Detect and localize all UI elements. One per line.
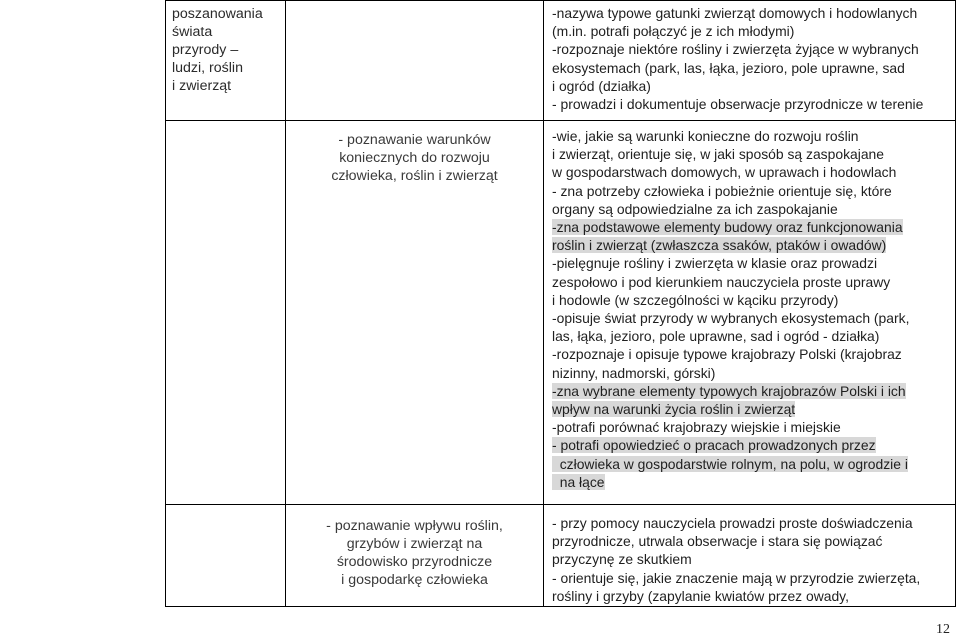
- topic-text: [286, 505, 543, 589]
- cell-line: - poznawanie warunków: [338, 132, 491, 148]
- outcome-line: przyczynę ze skutkiem: [552, 551, 692, 568]
- cell-line: poszanowania: [172, 6, 263, 22]
- cell-line: i zwierząt: [172, 78, 232, 94]
- outcome-line: i ogród (działka): [552, 77, 651, 94]
- cell-line: przyrody –: [172, 42, 239, 58]
- cell-outcomes: [544, 1, 956, 121]
- cell-category: [166, 1, 286, 121]
- cell-category: [166, 505, 286, 607]
- table-row: [166, 1, 956, 121]
- outcome-line: zespołowo i pod kierunkiem nauczyciela proste uprawy: [552, 273, 891, 290]
- cell-topic: [286, 121, 544, 505]
- outcome-line: las, łąka, jezioro, pole uprawne, sad i ogród - działka): [552, 328, 880, 345]
- outcome-line: organy są odpowiedzialne za ich zaspokajanie: [552, 200, 838, 217]
- cell-outcomes: [544, 121, 956, 505]
- category-text: [166, 505, 285, 509]
- outcome-line: -rozpoznaje i opisuje typowe krajobrazy Polski (krajobraz: [552, 346, 902, 363]
- outcome-line: nizinny, nadmorski, górski): [552, 364, 716, 381]
- outcome-line: -opisuje świat przyrody w wybranych ekosystemach (park,: [552, 310, 910, 327]
- cell-outcomes: [544, 505, 956, 607]
- category-text: [166, 121, 285, 125]
- cell-line: koniecznych do rozwoju: [339, 150, 490, 166]
- outcome-line: rośliny i grzyby (zapylanie kwiatów przez owady,: [552, 587, 849, 604]
- outcome-line: -potrafi porównać krajobrazy wiejskie i miejskie: [552, 419, 841, 436]
- topic-text: [286, 1, 543, 5]
- cell-line: i gospodarkę człowieka: [341, 572, 488, 588]
- cell-line: ludzi, roślin: [172, 60, 243, 76]
- outcomes-text: [544, 121, 955, 491]
- outcome-line: -wie, jakie są warunki konieczne do rozwoju roślin: [552, 128, 859, 144]
- outcome-line: (m.in. potrafi połączyć je z ich młodymi): [552, 23, 795, 40]
- outcome-line: - orientuje się, jakie znaczenie mają w przyrodzie zwierzęta,: [552, 569, 921, 586]
- outcome-line: - przy pomocy nauczyciela prowadzi proste doświadczenia: [552, 515, 913, 531]
- cell-line: środowisko przyrodnicze: [336, 554, 493, 570]
- outcome-line: - prowadzi i dokumentuje obserwacje przyrodnicze w terenie: [552, 96, 924, 113]
- outcomes-text: [544, 1, 955, 113]
- cell-line: grzybów i zwierząt na: [346, 536, 483, 552]
- outcome-line: -nazywa typowe gatunki zwierząt domowych i hodowlanych: [552, 5, 918, 21]
- outcome-line: człowieka w gospodarstwie rolnym, na polu, w ogrodzie i: [552, 455, 908, 472]
- topic-text: [286, 121, 543, 185]
- cell-topic: [286, 1, 544, 121]
- outcomes-text: [544, 505, 955, 605]
- curriculum-table: [165, 0, 956, 607]
- outcome-line: i zwierząt, orientuje się, w jaki sposób są zaspokajane: [552, 146, 884, 163]
- outcome-line: -rozpoznaje niektóre rośliny i zwierzęta żyjące w wybranych: [552, 41, 919, 58]
- cell-line: świata: [172, 24, 213, 40]
- cell-line: - poznawanie wpływu roślin,: [326, 518, 503, 534]
- table-row: [166, 121, 956, 505]
- outcome-line: i hodowle (w szczególności w kąciku przyrody): [552, 291, 839, 308]
- category-text: [166, 1, 285, 95]
- outcome-line: -zna wybrane elementy typowych krajobrazów Polski i ich: [552, 382, 906, 399]
- outcome-line: roślin i zwierząt (zwłaszcza ssaków, ptaków i owadów): [552, 237, 887, 254]
- table-row: [166, 505, 956, 607]
- outcome-line: w gospodarstwach domowych, w uprawach i hodowlach: [552, 164, 897, 181]
- outcome-line: - potrafi opowiedzieć o pracach prowadzonych przez: [552, 437, 876, 454]
- outcome-line: -zna podstawowe elementy budowy oraz funkcjonowania: [552, 219, 903, 236]
- cell-category: [166, 121, 286, 505]
- outcome-line: -pielęgnuje rośliny i zwierzęta w klasie oraz prowadzi: [552, 255, 878, 272]
- cell-topic: [286, 505, 544, 607]
- outcome-line: - zna potrzeby człowieka i pobieżnie orientuje się, które: [552, 182, 892, 199]
- outcome-line: na łące: [552, 473, 605, 490]
- page-number: 12: [936, 622, 950, 637]
- outcome-line: ekosystemach (park, las, łąka, jezioro, pole uprawne, sad: [552, 59, 905, 76]
- cell-line: człowieka, roślin i zwierząt: [331, 168, 498, 184]
- outcome-line: wpływ na warunki życia roślin i zwierząt: [552, 401, 796, 418]
- outcome-line: przyrodnicze, utrwala obserwacje i stara się powiązać: [552, 533, 883, 550]
